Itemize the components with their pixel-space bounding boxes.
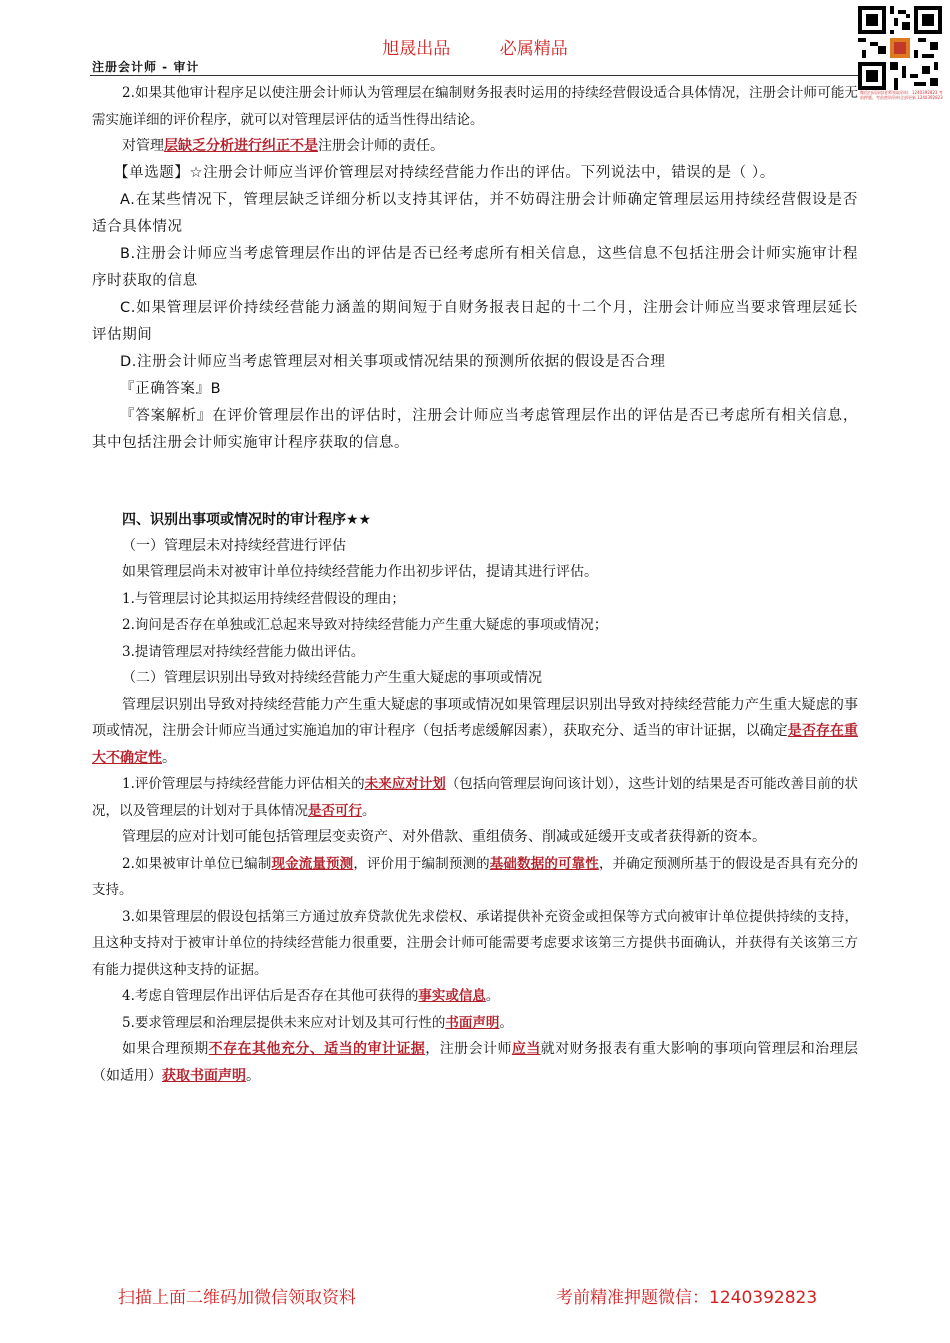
list-item: 3.如果管理层的假设包括第三方通过放弃贷款优先求偿权、承诺提供补充资金或担保等方式向被审计单位提供持续的支持，且这种支持对于被审计单位的持续经营能力很重要，注册会计师可能需要考虑要求该第三方提供书面确认，并获得有关该第三方有能力提供这种支持的证据。 [92,908,858,978]
answer: 『正确答案』B [120,380,222,397]
paragraph: 对管理层缺乏分析进行纠正不是注册会计师的责任。 [122,138,444,154]
highlight: 获取书面声明 [162,1067,246,1084]
highlight: 事实或信息 [418,988,486,1004]
paragraph: 管理层识别出导致对持续经营能力产生重大疑虑的事项或情况如果管理层识别出导致对持续经营能力产生重大疑虑的事项或情况，注册会计师应当通过实施追加的审计程序（包括考虑缓解因素），获取充分、适当的审计证据，以确定是否存在重大不确定性。 [92,696,859,766]
brand-left: 旭晟出品 [382,39,451,59]
paragraph: 2.如果其他审计程序足以使注册会计师认为管理层在编制财务报表时运用的持续经营假设适合具体情况，注册会计师可能无需实施详细的评价程序，就可以对管理层评估的适当性得出结论。 [92,85,858,128]
list-item: 3.提请管理层对持续经营能力做出评估。 [122,643,365,660]
option-b: B.注册会计师应当考虑管理层作出的评估是否已经考虑所有相关信息，这些信息不包括注册会计师实施审计程序时获取的信息 [92,245,858,289]
list-item: 2.如果被审计单位已编制现金流量预测，评价用于编制预测的基础数据的可靠性，并确定预测所基于的假设是否具有充分的支持。 [92,855,859,898]
header-rule [90,75,858,76]
brand-right: 必属精品 [499,39,568,59]
qr-code-icon[interactable] [858,6,942,90]
highlight: 未来应对计划 [364,776,446,792]
subheading: （二）管理层识别出导致对持续经营能力产生重大疑虑的事项或情况 [122,670,542,686]
paragraph: 如果管理层尚未对被审计单位持续经营能力作出初步评估，提请其进行评估。 [122,564,598,580]
option-c: C.如果管理层评价持续经营能力涵盖的期间短于自财务报表日起的十二个月，注册会计师应当要求管理层延长评估期间 [92,299,858,343]
list-item: 2.询问是否存在单独或汇总起来导致对持续经营能力产生重大疑虑的事项或情况； [122,617,608,633]
section-title: 四、识别出事项或情况时的审计程序★★ [122,511,372,528]
list-item: 5.要求管理层和治理层提供未来应对计划及其可行性的书面声明。 [122,1014,513,1031]
course-title: 注册会计师 - 审计 [92,60,200,74]
question-stem: 【单选题】☆注册会计师应当评价管理层对持续经营能力作出的评估。下列说法中，错误的是（ ）。 [114,164,775,181]
footer-wechat-promo: 考前精准押题微信：1240392823 [556,1288,818,1308]
subheading: （一）管理层未对持续经营进行评估 [122,537,346,554]
highlight: 应当 [511,1041,541,1057]
highlight: 基础数据的可靠性 [489,855,599,872]
highlight: 是否存在重大不确定性 [92,723,859,766]
paragraph: 管理层的应对计划可能包括管理层变卖资产、对外借款、重组债务、削减或延缓开支或者获得新的资本。 [122,829,766,845]
qr-note: 微信扫码添加老师领取资料：1240392823 考前押题、考前密训资料全部更新 1240392823 [860,90,943,100]
highlight: 不存在其他充分、适当的审计证据 [208,1041,426,1057]
page-content [92,80,858,1089]
list-item: 4.考虑自管理层作出评估后是否存在其他可获得的事实或信息。 [122,988,500,1004]
paragraph: 如果合理预期不存在其他充分、适当的审计证据，注册会计师应当就对财务报表有重大影响的事项向管理层和治理层（如适用）获取书面声明。 [92,1041,859,1084]
brand-header [0,34,950,59]
analysis: 『答案解析』在评价管理层作出的评估时，注册会计师应当考虑管理层作出的评估是否已考虑所有相关信息，其中包括注册会计师实施审计程序获取的信息。 [92,407,858,451]
option-d: D.注册会计师应当考虑管理层对相关事项或情况结果的预测所依据的假设是否合理 [120,353,666,370]
list-item: 1.评价管理层与持续经营能力评估相关的未来应对计划（包括向管理层询问该计划），这些计划的结果是否可能改善目前的状况，以及管理层的计划对于具体情况是否可行。 [92,776,859,819]
highlight: 层缺乏分析进行纠正不是 [164,138,318,154]
list-item: 1.与管理层讨论其拟运用持续经营假设的理由； [122,590,405,607]
highlight: 书面声明 [445,1014,500,1031]
highlight: 是否可行 [308,802,362,819]
highlight: 现金流量预测 [271,855,354,872]
option-a: A.在某些情况下，管理层缺乏详细分析以支持其评估，并不妨碍注册会计师确定管理层运用持续经营假设是否适合具体情况 [92,191,858,235]
footer-qr-promo: 扫描上面二维码加微信领取资料 [118,1288,356,1308]
